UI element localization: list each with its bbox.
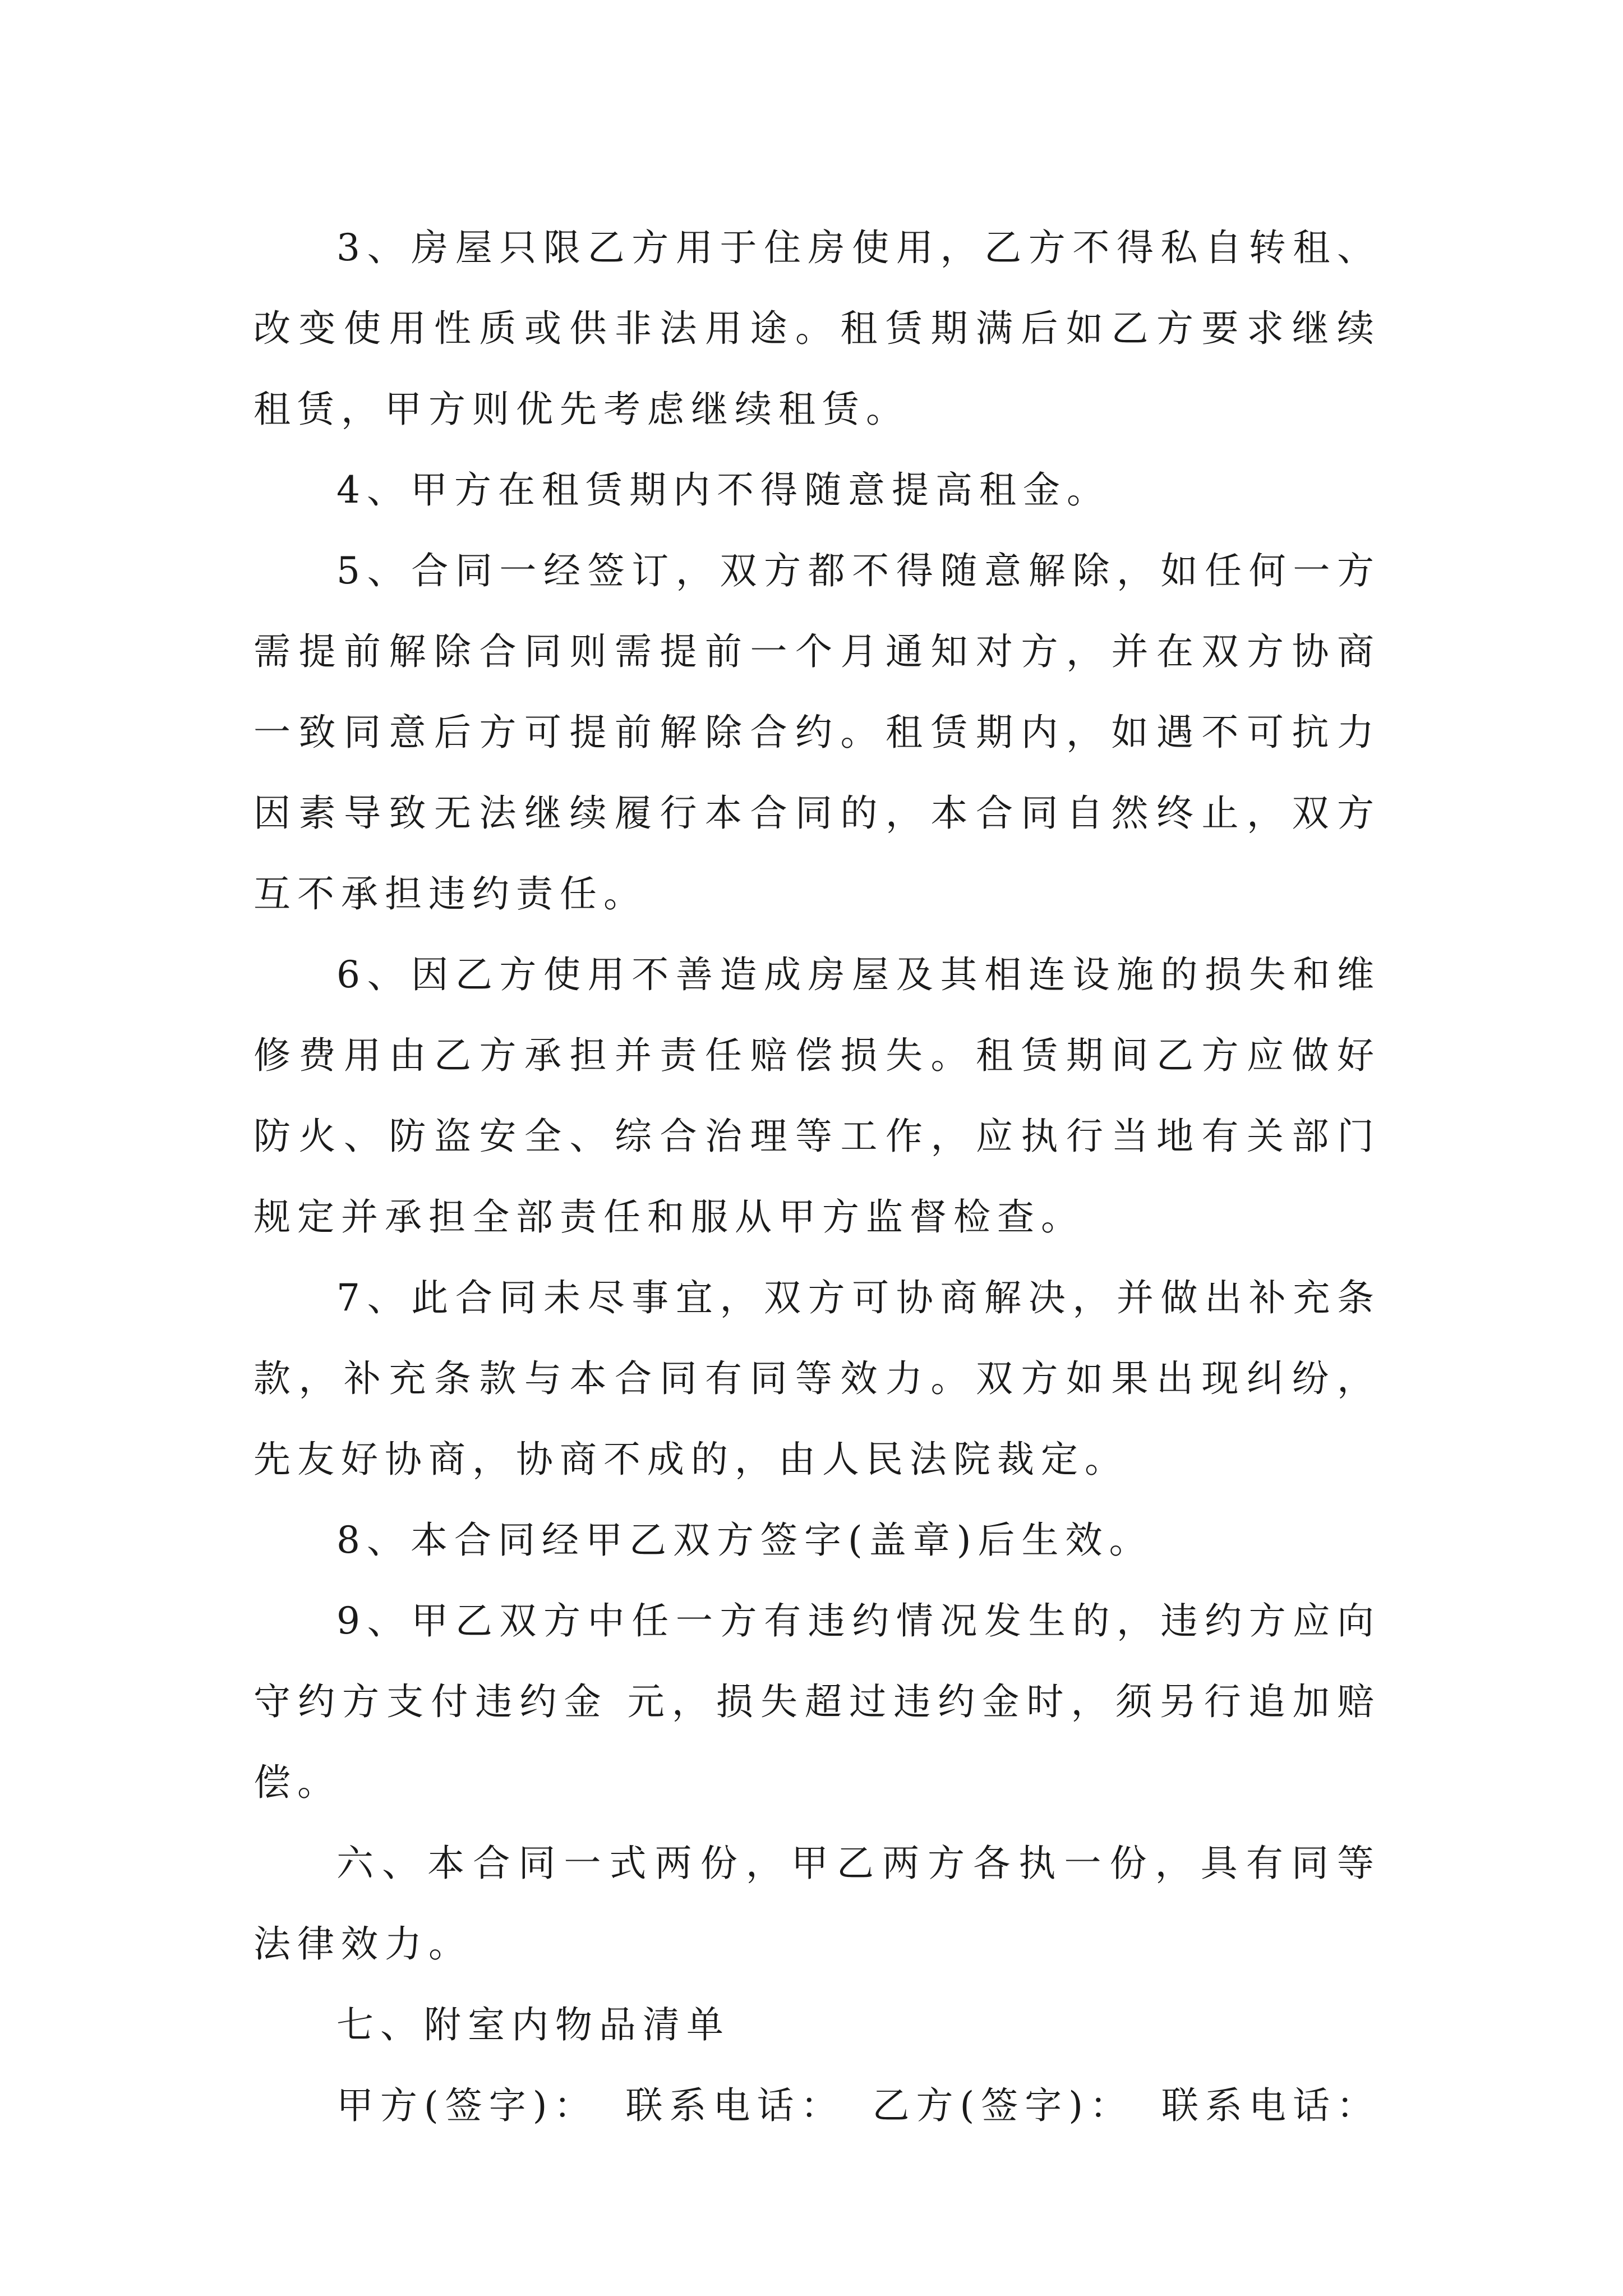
clause-9: 9、甲乙双方中任一方有违约情况发生的，违约方应向守约方支付违约金 元，损失超过违约金时，须另行追加赔偿。 [253, 1599, 1381, 1804]
section-six: 六、本合同一式两份，甲乙两方各执一份，具有同等法律效力。 [253, 1842, 1381, 1966]
party-a-phone-label: 联系电话： [625, 2084, 845, 2127]
clause-8: 8、本合同经甲乙双方签字(盖章)后生效。 [336, 1519, 1153, 1562]
section-seven: 七、附室内物品清单 [336, 2003, 730, 2046]
party-b-signature-label: 乙方(签字)： [872, 2084, 1133, 2127]
clause-4: 4、甲方在租赁期内不得随意提高租金。 [336, 468, 1110, 512]
signature-line [253, 2065, 1381, 2146]
clause-3: 3、房屋只限乙方用于住房使用，乙方不得私自转租、改变使用性质或供非法用途。租赁期满后如乙方要求继续租赁，甲方则优先考虑继续租赁。 [253, 226, 1381, 431]
clause-7: 7、此合同未尽事宜，双方可协商解决，并做出补充条款，补充条款与本合同有同等效力。双方如果出现纠纷，先友好协商，协商不成的，由人民法院裁定。 [253, 1276, 1381, 1481]
clause-5: 5、合同一经签订，双方都不得随意解除，如任何一方需提前解除合同则需提前一个月通知对方，并在双方协商一致同意后方可提前解除合约。租赁期内，如遇不可抗力因素导致无法继续履行本合同的，本合同自然终止，双方互不承担违约责任。 [253, 549, 1381, 915]
document-body [253, 208, 1381, 2146]
party-b-phone-label: 联系电话： [1161, 2084, 1380, 2127]
party-a-signature-label: 甲方(签字)： [336, 2084, 598, 2127]
clause-6: 6、因乙方使用不善造成房屋及其相连设施的损失和维修费用由乙方承担并责任赔偿损失。租赁期间乙方应做好防火、防盗安全、综合治理等工作，应执行当地有关部门规定并承担全部责任和服从甲方监督检查。 [253, 953, 1381, 1239]
